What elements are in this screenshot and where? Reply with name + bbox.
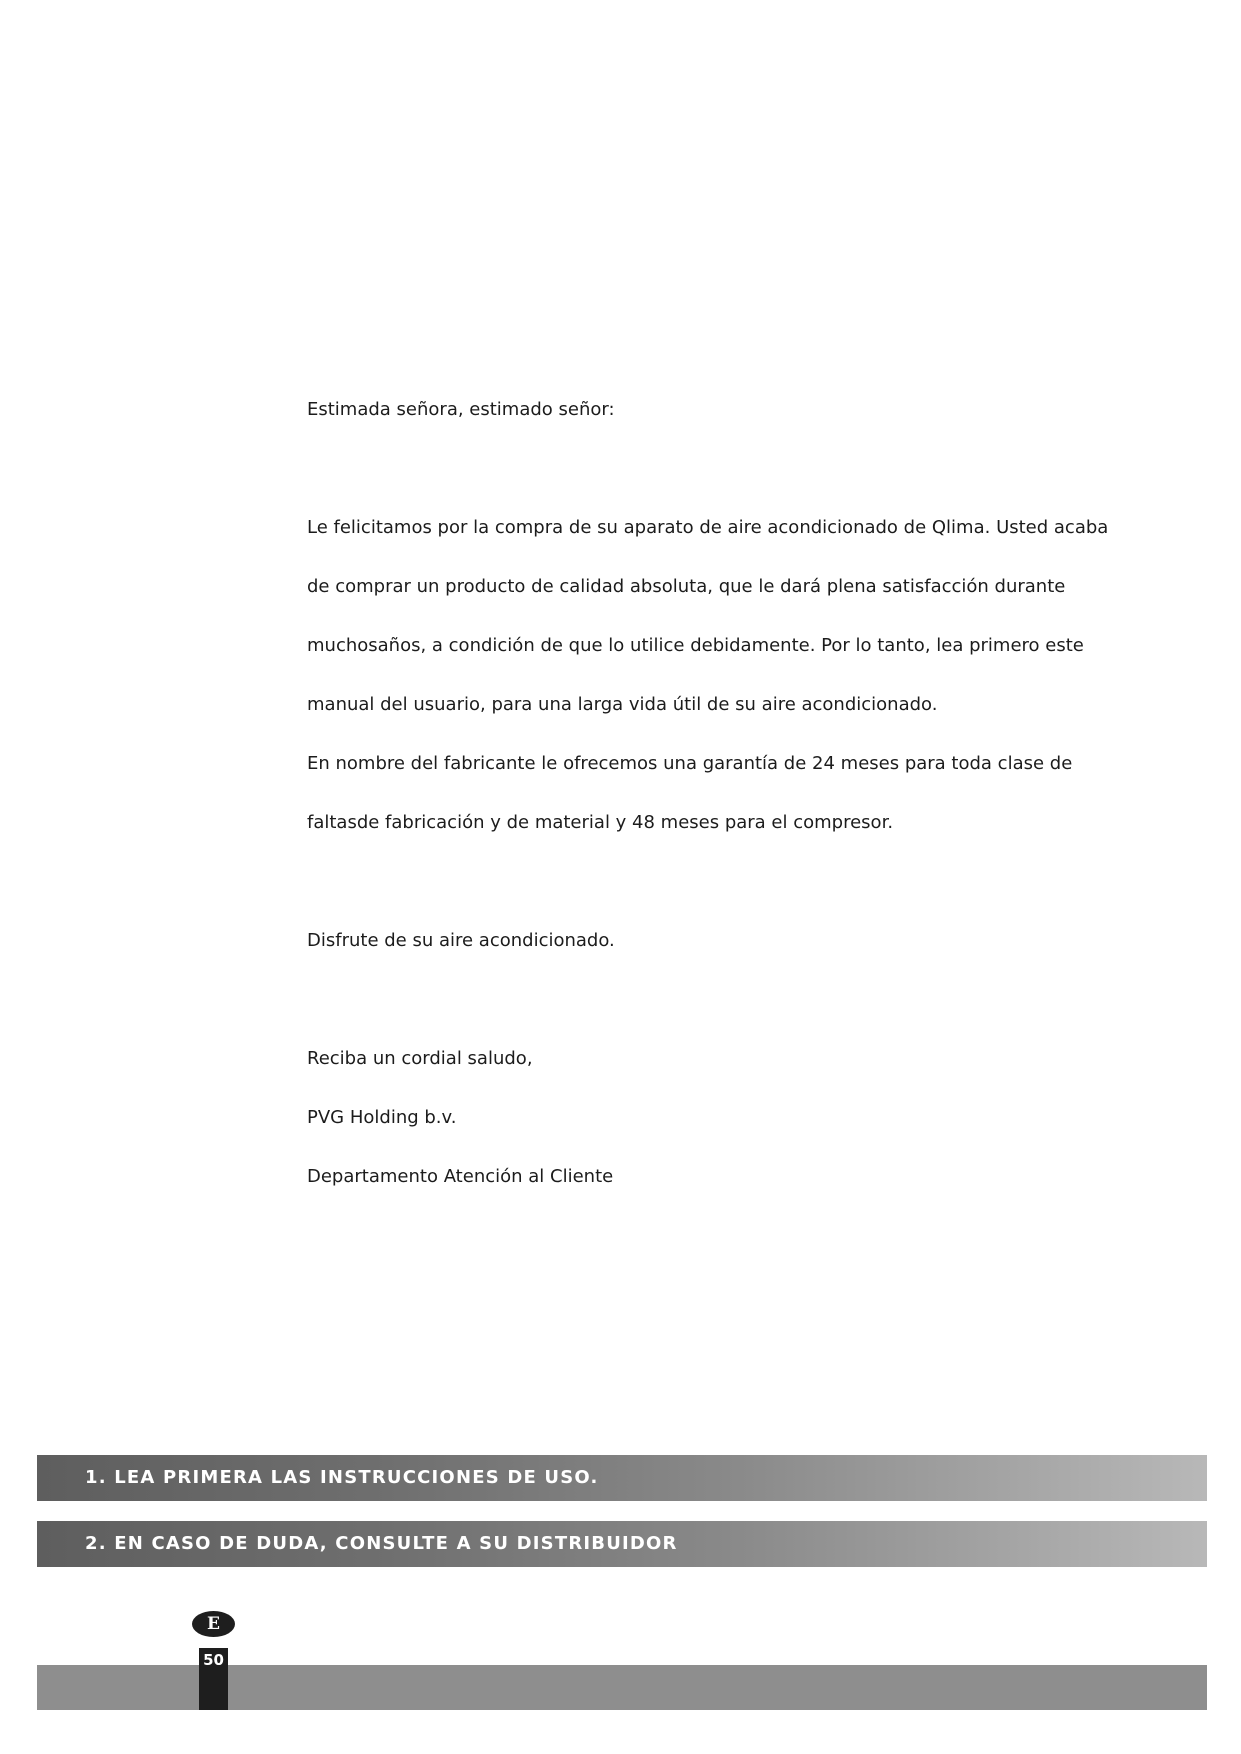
letter-company: PVG Holding b.v.	[307, 1107, 457, 1128]
banner-text: 1. LEA PRIMERA LAS INSTRUCCIONES DE USO.	[85, 1467, 599, 1488]
letter-closing: Reciba un cordial saludo,	[307, 1048, 533, 1069]
instruction-banner-consult-dealer	[37, 1521, 1207, 1567]
instruction-banner-read-manual	[37, 1455, 1207, 1501]
banner-text: 2. EN CASO DE DUDA, CONSULTE A SU DISTRIBUIDOR	[85, 1533, 678, 1554]
letter-body-line: faltasde fabricación y de material y 48 meses para el compresor.	[307, 812, 894, 833]
page-number: 50	[203, 1651, 224, 1669]
letter-body-line: manual del usuario, para una larga vida útil de su aire acondicionado.	[307, 694, 938, 715]
letter-department: Departamento Atención al Cliente	[307, 1166, 614, 1187]
letter-enjoy: Disfrute de su aire acondicionado.	[307, 930, 615, 951]
letter-body-line: En nombre del fabricante le ofrecemos una garantía de 24 meses para toda clase de	[307, 753, 1073, 774]
letter-body-line: de comprar un producto de calidad absoluta, que le dará plena satisfacción durante	[307, 576, 1066, 597]
letter-body-line: muchosaños, a condición de que lo utilice debidamente. Por lo tanto, lea primero este	[307, 635, 1084, 656]
letter-body-line: Le felicitamos por la compra de su aparato de aire acondicionado de Qlima. Usted acaba	[307, 517, 1109, 538]
letter-greeting: Estimada señora, estimado señor:	[307, 399, 615, 420]
page-number-tab	[199, 1648, 228, 1710]
language-badge: E	[192, 1611, 235, 1637]
